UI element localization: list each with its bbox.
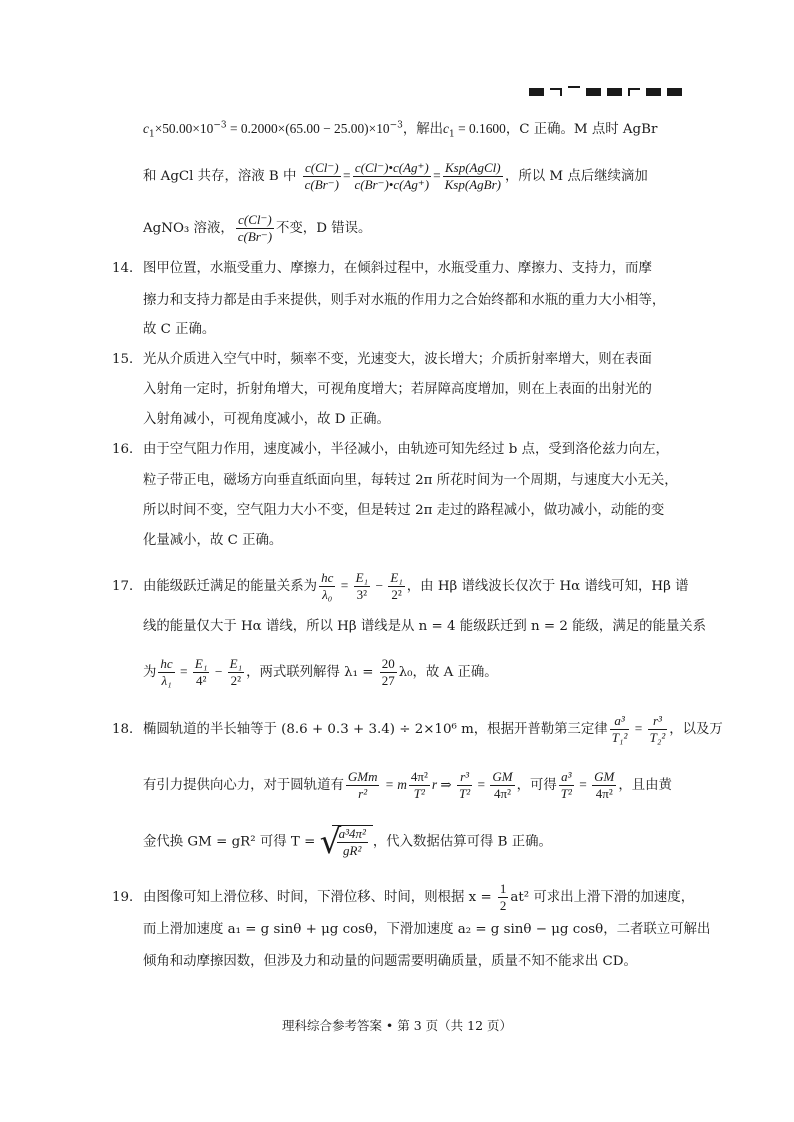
header-mark (628, 88, 640, 96)
numerator: 1 (499, 881, 507, 896)
text: 粒子带正电，磁场方向垂直纸面向里，每转过 2π 所花时间为一个周期，与速度大小无关， (143, 473, 678, 488)
q13-continuation-line-3 (143, 212, 371, 245)
q18-line-3 (143, 822, 552, 862)
fraction (610, 713, 630, 746)
q18-line-1 (112, 713, 723, 746)
text: at² 可求出上滑下滑的加速度， (510, 890, 695, 905)
denominator: T² (560, 786, 572, 801)
q15-line-2 (143, 380, 652, 400)
fraction (592, 769, 616, 802)
q14-line-2 (143, 291, 665, 311)
numerator: r³ (457, 769, 472, 786)
fraction (380, 656, 397, 689)
text: 线的能量仅大于 Hα 谱线，所以 Hβ 谱线是从 n = 4 能级跃迁到 n = 2 能级，满足的能量关系 (143, 619, 707, 634)
header-mark (667, 88, 682, 96)
fraction (236, 212, 274, 245)
denominator: 4π² (595, 786, 613, 801)
denominator: T₁² (611, 730, 628, 745)
question-number: 15． (112, 352, 143, 367)
q17-line-3 (143, 656, 498, 689)
text: ，代入数据估算可得 B 正确。 (372, 834, 552, 850)
math-expr: = (575, 777, 591, 792)
numerator: GM (594, 769, 615, 784)
text: 有引力提供向心力，对于圆轨道有 (143, 778, 344, 793)
denominator: λ₁ (161, 673, 172, 688)
text: ，且由黄 (618, 778, 672, 793)
text: 化量减小，故 C 正确。 (143, 533, 283, 548)
question-number: 16． (112, 442, 143, 457)
math-expr: − (211, 664, 226, 679)
denominator: 3² (356, 587, 368, 602)
q14-line-3 (143, 320, 215, 340)
q13-continuation-line-2: 和 AgCl 共存，溶液 B 中 $\frac{c(Cl^-)}{c(Br^-)}$ = $\frac{c(Cl^-)•c(Ag^+)}{c(Br^-)•c(Ag^+)}$ = $\frac{\text{Ksp(AgCl)}}{\text{Ksp(AgBr)}}$ ，所以 M 点后继续滴加 (143, 160, 648, 192)
q19-line-1 (112, 881, 694, 914)
question-number: 19． (112, 890, 143, 905)
math-sup: −3 (389, 120, 403, 131)
text: 倾角和动摩擦因数，但涉及力和动量的问题需要明确质量，质量不知不能求出 CD。 (143, 954, 637, 969)
numerator: E₁ (194, 656, 208, 671)
denominator: 2 (499, 898, 507, 913)
denominator: c(Br⁻)•c(Ag⁺) (354, 177, 430, 192)
text: ，所以 M 点后继续滴加 (504, 169, 648, 184)
text: λ₀，故 A 正确。 (398, 665, 498, 680)
denominator: 27 (381, 673, 395, 688)
numerator: E₁ (355, 570, 369, 585)
fraction (559, 769, 574, 802)
numerator: GM (492, 769, 513, 784)
text: 椭圆轨道的半长轴等于 (8.6 + 0.3 + 3.4) ÷ 2×10⁶ m，根据开普勒第三定律 (143, 722, 608, 737)
denominator: λ₀ (322, 587, 333, 602)
numerator: r³ (648, 713, 668, 730)
numerator: E₁ (390, 570, 403, 585)
math-var: c (443, 121, 449, 136)
q19-line-2 (143, 920, 710, 940)
page-footer: 理科综合参考答案 • 第 3 页（共 12 页） (281, 1018, 513, 1033)
text: 所以时间不变，空气阻力大小不变，但是转过 2π 走过的路程减小，做功减小，动能的变 (143, 503, 665, 518)
question-number: 18． (112, 722, 143, 737)
text: ，两式联列解得 λ₁ = (246, 665, 378, 680)
fraction (353, 160, 432, 193)
text: ，可得 (516, 778, 557, 793)
denominator: r² (358, 786, 368, 801)
q13-continuation-line-1 (143, 119, 657, 140)
math-expr: = 0.2000×(65.00 − 25.00)×10 (226, 121, 390, 136)
text: 故 C 正确。 (143, 322, 216, 337)
question-number: 14． (112, 261, 143, 276)
math-expr: = 0.1600 (454, 121, 506, 136)
fraction (388, 570, 404, 603)
fraction (337, 826, 368, 859)
numerator: c(Cl⁻) (303, 160, 341, 177)
fraction (319, 570, 335, 603)
math-expr: r ⇒ (431, 777, 455, 792)
text: ，以及万 (669, 722, 723, 737)
fraction (228, 656, 244, 689)
numerator: hc (321, 570, 334, 585)
radical-sign: √ (319, 822, 342, 862)
math-expr: = (631, 721, 646, 736)
fraction (498, 881, 509, 914)
text: 擦力和支持力都是由手来提供，则手对水瓶的作用力之合始终都和水瓶的重力大小相等， (143, 293, 666, 308)
header-mark (586, 88, 601, 96)
denominator: 4π² (494, 786, 511, 801)
q19-line-3 (143, 952, 637, 972)
text: 和 AgCl 共存，溶液 B 中 (143, 169, 297, 184)
q17-line-1 (112, 570, 689, 603)
math-var: c (143, 121, 149, 136)
denominator: Ksp(AgBr) (444, 177, 501, 192)
fraction (443, 160, 503, 193)
math-expr: = (337, 578, 352, 593)
math-expr: − (372, 578, 387, 593)
text: 光从介质进入空气中时，频率不变，光速变大，波长增大；介质折射率增大，则在表面 (143, 352, 652, 367)
q18-line-2 (143, 769, 672, 802)
text: 由图像可知上滑位移、时间，下滑位移、时间，则根据 x = (143, 890, 496, 905)
text: 金代换 GM = gR² 可得 T = (143, 834, 320, 850)
text: 入射角减小，可视角度减小，故 D 正确。 (143, 412, 390, 427)
text: ，解出 (402, 122, 444, 137)
numerator: GMm (347, 769, 378, 784)
denominator: 2² (391, 587, 402, 602)
text: 入射角一定时，折射角增大，可视角度增大；若屏障高度增加，则在上表面的出射光的 (143, 382, 652, 397)
text: 由于空气阻力作用，速度减小，半径减小，由轨迹可知先经过 b 点，受到洛伦兹力向左， (143, 442, 669, 457)
q15-line-3 (143, 410, 390, 430)
fraction (346, 769, 380, 802)
numerator: Ksp(AgCl) (443, 160, 503, 177)
numerator: 20 (381, 656, 395, 671)
numerator: E₁ (229, 656, 243, 671)
numerator: hc (160, 656, 173, 671)
numerator: 4π² (410, 769, 428, 784)
denominator: 2² (230, 673, 242, 688)
header-mark (550, 88, 562, 96)
text: 由能级跃迁满足的能量关系为 (143, 579, 318, 594)
square-root (319, 822, 373, 862)
fraction (457, 769, 472, 802)
q14-line-1 (112, 259, 652, 279)
denominator: T² (458, 786, 471, 801)
denominator: T₂² (649, 730, 666, 745)
q16-line-4 (143, 531, 282, 551)
numerator: a³4π² (338, 826, 366, 841)
text: 而上滑加速度 a₁ = g sinθ + μg cosθ，下滑加速度 a₂ = g sinθ − μg cosθ，二者联立可解出 (143, 922, 711, 937)
q16-line-3 (143, 501, 664, 521)
text: AgNO₃ 溶液， (143, 221, 234, 236)
text: 不变，D 错误。 (276, 221, 372, 236)
fraction (409, 769, 430, 802)
fraction (303, 160, 341, 193)
numerator: a³ (559, 769, 574, 786)
math-sub: 1 (449, 129, 455, 140)
header-mark (568, 86, 580, 88)
numerator: c(Cl⁻)•c(Ag⁺) (353, 160, 432, 177)
denominator: 4² (195, 673, 207, 688)
fraction (490, 769, 514, 802)
fraction (354, 570, 370, 603)
denominator: gR² (343, 843, 362, 858)
header-marks (529, 86, 682, 96)
header-mark (529, 88, 544, 96)
fraction (648, 713, 668, 746)
fraction (193, 656, 209, 689)
math-sub: 1 (148, 129, 155, 140)
denominator: c(Br⁻) (237, 229, 273, 244)
q17-line-2 (143, 617, 706, 637)
math-expr: = (176, 664, 191, 679)
q15-line-1 (112, 350, 652, 370)
text: 为 (143, 665, 157, 680)
math-sup: −3 (213, 120, 227, 131)
numerator: c(Cl⁻) (236, 212, 274, 229)
header-mark (646, 88, 661, 96)
denominator: T² (413, 786, 425, 801)
numerator: a³ (610, 713, 630, 730)
math-expr: = (474, 777, 489, 792)
q16-line-2 (143, 471, 678, 491)
header-mark (607, 88, 622, 96)
question-number: 17． (112, 579, 143, 594)
math-expr: = m (381, 777, 407, 792)
text: ，C 正确。M 点时 AgBr (505, 122, 658, 137)
fraction (158, 656, 174, 689)
text: ，由 Hβ 谱线波长仅次于 Hα 谱线可知，Hβ 谱 (406, 579, 689, 594)
denominator: c(Br⁻) (304, 177, 339, 192)
q16-line-1 (112, 440, 669, 460)
text: 图甲位置，水瓶受重力、摩擦力，在倾斜过程中，水瓶受重力、摩擦力、支持力，而摩 (143, 261, 652, 276)
math-expr: ×50.00×10 (154, 121, 214, 136)
